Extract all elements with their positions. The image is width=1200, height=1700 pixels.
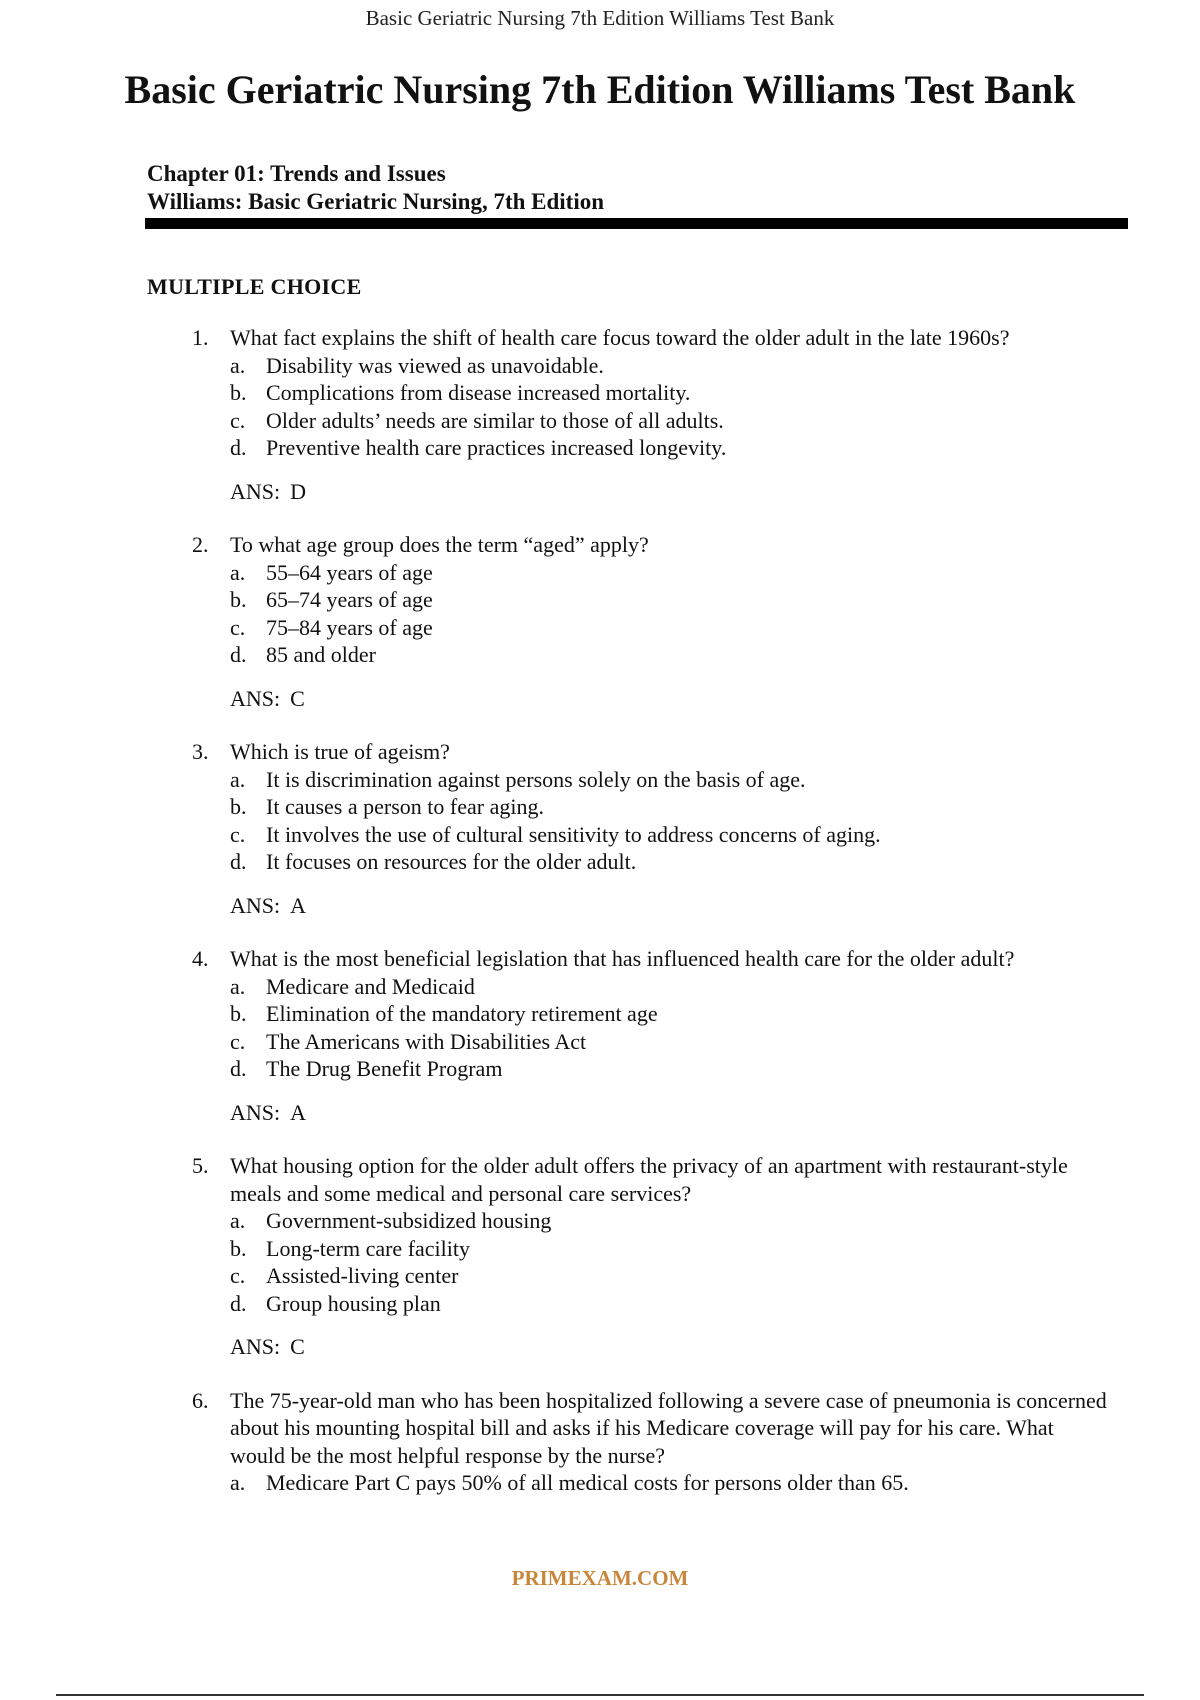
spacer bbox=[0, 1126, 1200, 1152]
spacer bbox=[0, 1361, 1200, 1387]
question-item bbox=[0, 324, 1200, 531]
option-letter: d. bbox=[230, 642, 247, 667]
answer-key bbox=[0, 685, 1200, 713]
question-item bbox=[0, 945, 1200, 1152]
option-text: Government-subsidized housing bbox=[266, 1208, 552, 1233]
answer-option bbox=[0, 352, 1200, 380]
option-text: 65–74 years of age bbox=[266, 587, 433, 612]
question-stem bbox=[0, 324, 1110, 352]
answer-option bbox=[0, 1207, 1200, 1235]
question-item bbox=[0, 531, 1200, 738]
option-letter: a. bbox=[230, 352, 246, 378]
option-letter: b. bbox=[230, 1235, 247, 1261]
answer-option bbox=[0, 641, 1200, 669]
answer-option bbox=[0, 559, 1200, 587]
answer-options bbox=[0, 1469, 1200, 1497]
question-item bbox=[0, 738, 1200, 945]
option-letter: d. bbox=[230, 435, 247, 460]
answer-label: ANS: bbox=[230, 892, 281, 918]
option-letter: b. bbox=[230, 1001, 247, 1026]
option-text: It is discrimination against persons solely on the basis of age. bbox=[266, 766, 806, 792]
question-text: Which is true of ageism? bbox=[230, 739, 450, 764]
answer-option bbox=[0, 766, 1200, 794]
question-stem bbox=[0, 1152, 1110, 1207]
question-text: The 75-year-old man who has been hospitalized following a severe case of pneumonia is concerned about his mounting hospital bill and asks if his Medicare coverage will pay for his care. What would be the most helpful response by the nurse? bbox=[230, 1387, 1107, 1468]
question-item bbox=[0, 1387, 1200, 1497]
question-number: 6. bbox=[192, 1387, 209, 1413]
question-text: To what age group does the term “aged” apply? bbox=[230, 532, 649, 557]
answer-label: ANS: bbox=[230, 685, 281, 711]
answer-option bbox=[0, 407, 1200, 435]
book-reference: Williams: Basic Geriatric Nursing, 7th Edition bbox=[147, 189, 605, 214]
question-stem bbox=[0, 738, 1110, 766]
question-number: 5. bbox=[192, 1153, 209, 1178]
option-letter: c. bbox=[230, 1028, 246, 1054]
question-stem bbox=[0, 531, 1110, 559]
question-item bbox=[0, 1152, 1200, 1387]
option-text: The Americans with Disabilities Act bbox=[266, 1028, 587, 1054]
question-number: 2. bbox=[192, 532, 209, 557]
answer-option bbox=[0, 586, 1200, 614]
option-letter: c. bbox=[230, 1263, 246, 1288]
answer-value: C bbox=[290, 685, 305, 711]
answer-label: ANS: bbox=[230, 1099, 281, 1125]
option-letter: c. bbox=[230, 614, 246, 640]
option-text: Medicare Part C pays 50% of all medical costs for persons older than 65. bbox=[266, 1470, 909, 1495]
option-letter: a. bbox=[230, 559, 246, 585]
answer-label: ANS: bbox=[230, 478, 281, 504]
answer-options bbox=[0, 352, 1200, 462]
answer-value: A bbox=[290, 892, 307, 918]
answer-options bbox=[0, 559, 1200, 669]
option-letter: b. bbox=[230, 587, 247, 612]
option-text: Assisted-living center bbox=[266, 1263, 459, 1288]
answer-option bbox=[0, 1000, 1200, 1028]
option-letter: a. bbox=[230, 766, 246, 792]
chapter-heading bbox=[147, 160, 604, 216]
question-stem bbox=[0, 945, 1110, 973]
document-title: Basic Geriatric Nursing 7th Edition Williams Test Bank bbox=[124, 67, 1076, 112]
bottom-divider bbox=[56, 1694, 1144, 1696]
option-text: Medicare and Medicaid bbox=[266, 973, 475, 999]
option-letter: a. bbox=[230, 973, 246, 999]
option-letter: c. bbox=[230, 821, 246, 847]
option-text: Older adults’ needs are similar to those of all adults. bbox=[266, 407, 724, 433]
option-letter: a. bbox=[230, 1470, 246, 1495]
answer-key bbox=[0, 1333, 1200, 1361]
answer-options bbox=[0, 766, 1200, 876]
answer-key bbox=[0, 892, 1200, 920]
option-text: Group housing plan bbox=[266, 1290, 441, 1316]
question-text: What housing option for the older adult offers the privacy of an apartment with restaurant-style meals and some medical and personal care services? bbox=[230, 1153, 1068, 1206]
running-header: Basic Geriatric Nursing 7th Edition Williams Test Bank bbox=[365, 6, 835, 30]
spacer bbox=[0, 505, 1200, 531]
option-letter: b. bbox=[230, 794, 247, 819]
option-text: It causes a person to fear aging. bbox=[266, 794, 544, 819]
option-text: 75–84 years of age bbox=[266, 614, 433, 640]
option-text: Long-term care facility bbox=[266, 1235, 471, 1261]
option-text: Disability was viewed as unavoidable. bbox=[266, 352, 604, 378]
answer-options bbox=[0, 1207, 1200, 1317]
option-text: Elimination of the mandatory retirement age bbox=[266, 1001, 658, 1026]
question-list bbox=[0, 324, 1200, 1497]
answer-option bbox=[0, 1469, 1200, 1497]
option-text: Complications from disease increased mortality. bbox=[266, 380, 691, 405]
answer-option bbox=[0, 379, 1200, 407]
question-stem bbox=[0, 1387, 1110, 1470]
spacer bbox=[0, 919, 1200, 945]
chapter-divider bbox=[145, 218, 1128, 229]
answer-option bbox=[0, 1028, 1200, 1056]
answer-option bbox=[0, 1262, 1200, 1290]
answer-option bbox=[0, 973, 1200, 1001]
question-number: 4. bbox=[192, 946, 209, 971]
option-letter: c. bbox=[230, 407, 246, 433]
option-text: 55–64 years of age bbox=[266, 559, 433, 585]
answer-option bbox=[0, 1290, 1200, 1318]
option-text: The Drug Benefit Program bbox=[266, 1056, 503, 1081]
option-letter: b. bbox=[230, 380, 247, 405]
answer-option bbox=[0, 848, 1200, 876]
answer-key bbox=[0, 1099, 1200, 1127]
question-text: What is the most beneficial legislation that has influenced health care for the older adult? bbox=[230, 946, 1015, 971]
answer-value: A bbox=[290, 1099, 307, 1125]
answer-option bbox=[0, 821, 1200, 849]
answer-label: ANS: bbox=[230, 1334, 281, 1359]
answer-key bbox=[0, 478, 1200, 506]
option-text: 85 and older bbox=[266, 642, 376, 667]
answer-option bbox=[0, 1055, 1200, 1083]
footer-brand: PRIMEXAM.COM bbox=[511, 1566, 689, 1590]
chapter-title: Chapter 01: Trends and Issues bbox=[147, 161, 446, 186]
question-number: 1. bbox=[192, 325, 209, 350]
answer-value: C bbox=[290, 1334, 305, 1359]
spacer bbox=[0, 712, 1200, 738]
question-text: What fact explains the shift of health care focus toward the older adult in the late 1960s? bbox=[230, 325, 1010, 350]
option-text: It involves the use of cultural sensitivity to address concerns of aging. bbox=[266, 821, 881, 847]
section-heading: MULTIPLE CHOICE bbox=[147, 274, 362, 299]
question-number: 3. bbox=[192, 739, 209, 764]
option-letter: d. bbox=[230, 849, 247, 874]
answer-options bbox=[0, 973, 1200, 1083]
answer-value: D bbox=[290, 478, 307, 504]
option-letter: a. bbox=[230, 1208, 246, 1233]
option-text: Preventive health care practices increased longevity. bbox=[266, 435, 727, 460]
answer-option bbox=[0, 434, 1200, 462]
answer-option bbox=[0, 1235, 1200, 1263]
answer-option bbox=[0, 614, 1200, 642]
option-text: It focuses on resources for the older adult. bbox=[266, 849, 637, 874]
answer-option bbox=[0, 793, 1200, 821]
option-letter: d. bbox=[230, 1056, 247, 1081]
option-letter: d. bbox=[230, 1290, 247, 1316]
